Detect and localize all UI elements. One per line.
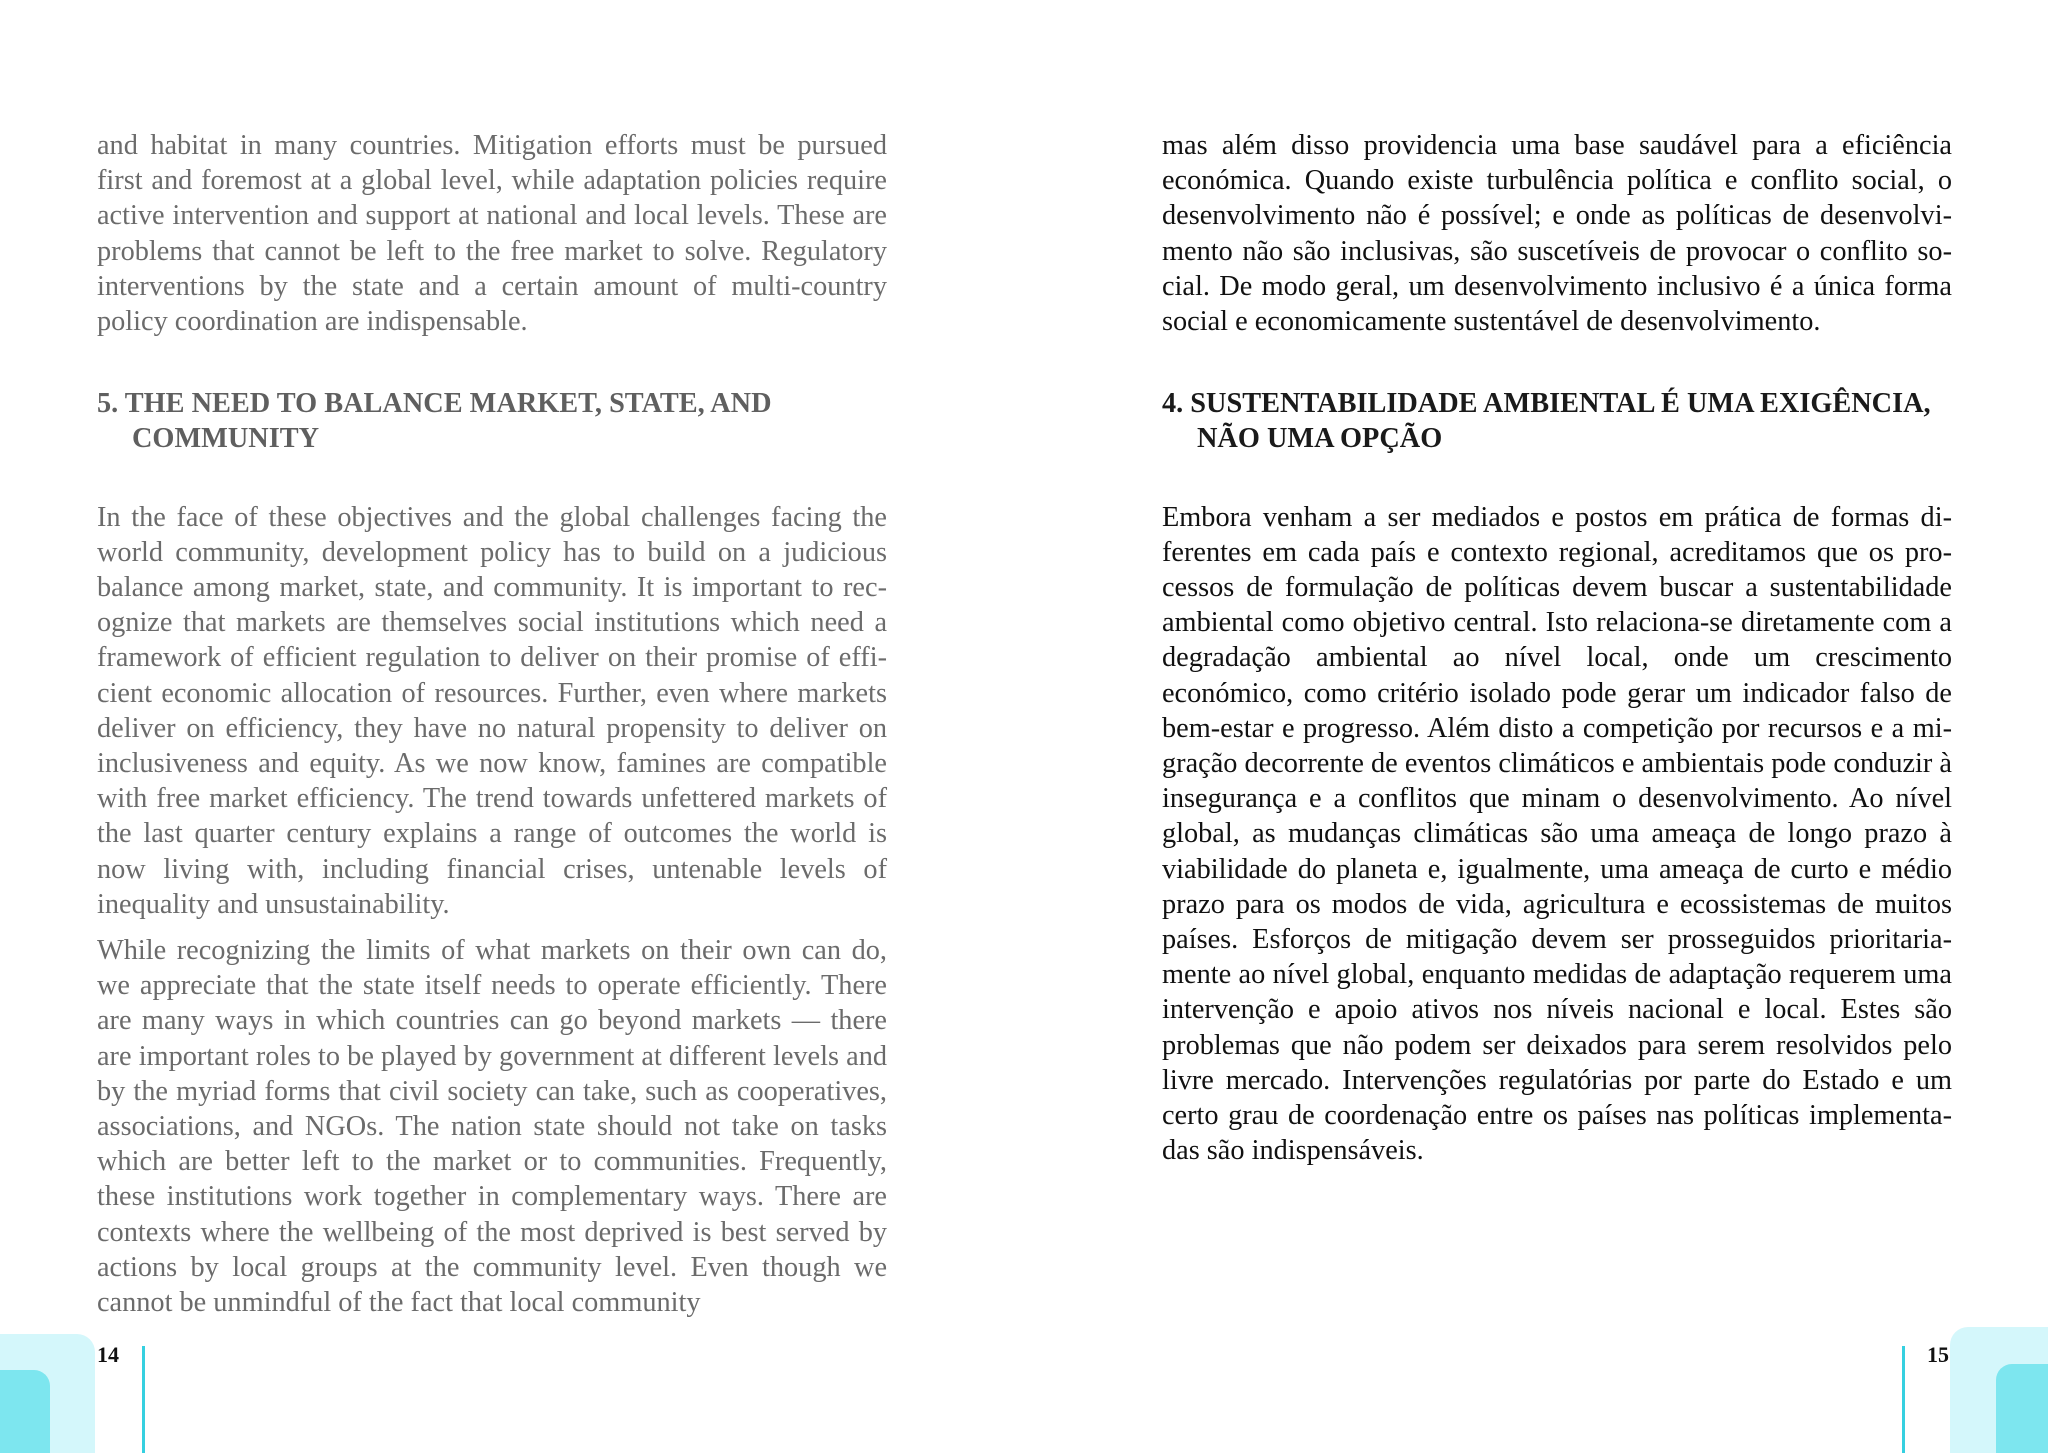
footer-rule-left [142,1346,145,1453]
left-section-heading: 5. THE NEED TO BALANCE MARKET, STATE, AND COMMUNITY [97,388,772,455]
deco-tab-mid-left [0,1370,50,1453]
right-lead-paragraph: mas além disso providencia uma base saudável para a eficiência económica. Quando existe turbulência política e conflito social, o desenvolvimento não é possível; e onde as políticas de desenvolvimento não são inclusivas, são suscetíveis de provocar o conflito social. De modo geral, um desenvolvimento inclusivo é a única forma social e economicamente sustentável de desenvolvimento. [1162,130,1952,338]
page-number-left: 14 [97,1342,119,1367]
left-lead-paragraph: and habitat in many countries. Mitigation efforts must be pursued first and foremost at a global level, while adaptation policies require active intervention and support at national and local levels. These are problems that cannot be left to the free market to solve. Regulatory interventions by the state and a certain amount of multi-country policy coordination are indispensable. [97,130,887,338]
left-paragraph-1: In the face of these objectives and the global challenges facing the world community, development policy has to build on a judicious balance among market, state, and community. It is important to recognize that markets are themselves social institutions which need a framework of efficient regulation to deliver on their promise of efficient economic allocation of resources. Further, even where markets deliver on efficiency, they have no natural propensity to deliver on inclusiveness and equity. As we now know, famines are compatible with free market efficiency. The trend towards unfettered markets of the last quarter century explains a range of outcomes the world is now living with, including financial crises, untenable levels of inequality and unsustainability. [97,501,887,920]
right-paragraph-1: Embora venham a ser mediados e postos em prática de formas diferentes em cada país e contexto regional, acreditamos que os processos de formulação de políticas devem buscar a sustentabilidade ambiental como objetivo central. Isto relaciona-se diretamente com a degradação ambiental ao nível local, onde um crescimento económico, como critério isolado pode gerar um indicador falso de bem-estar e progresso. Além disto a competição por recursos e a migração decorrente de eventos climáticos e ambientais pode conduzir à insegurança e a conflitos que minam o desenvolvimento. Ao nível global, as mudanças climáticas são uma ameaça de longo prazo à viabilidade do planeta e, igualmente, uma ameaça de curto e médio prazo para os modos de vida, agricultura e ecossistemas de muitos países. Esforços de mitigação devem ser prosseguidos prioritariamente ao nível global, enquanto medidas de adaptação requerem uma intervenção e apoio ativos nos níveis nacional e local. Estes são problemas que não podem ser deixados para serem resolvidos pelo livre mercado. Intervenções regulatórias por parte do Estado e um certo grau de coordenação entre os países nas políticas implementadas são indispensáveis. [1162,501,1952,1167]
left-paragraph-2: While recognizing the limits of what markets on their own can do, we appreciate that the state itself needs to operate efficiently. There are many ways in which countries can go beyond markets — there are important roles to be played by government at different levels and by the myriad forms that civil society can take, such as cooperatives, associations, and NGOs. The nation state should not take on tasks which are better left to the market or to communities. Frequently, these institutions work together in complementary ways. There are contexts where the wellbeing of the most deprived is best served by actions by local groups at the community level. Even though we cannot be unmindful of the fact that local community [97,935,887,1319]
page-number-right: 15 [1927,1342,1949,1367]
footer-rule-right [1902,1346,1905,1453]
right-page-column [1162,128,1952,1179]
footer-decoration-left [0,1320,160,1453]
left-page-column [97,128,887,1331]
right-section-heading: 4. SUSTENTABILIDADE AMBIENTAL É UMA EXIGÊNCIA, NÃO UMA OPÇÃO [1162,388,1931,455]
deco-tab-mid-right [1996,1364,2048,1453]
footer-decoration-right [1888,1320,2048,1453]
